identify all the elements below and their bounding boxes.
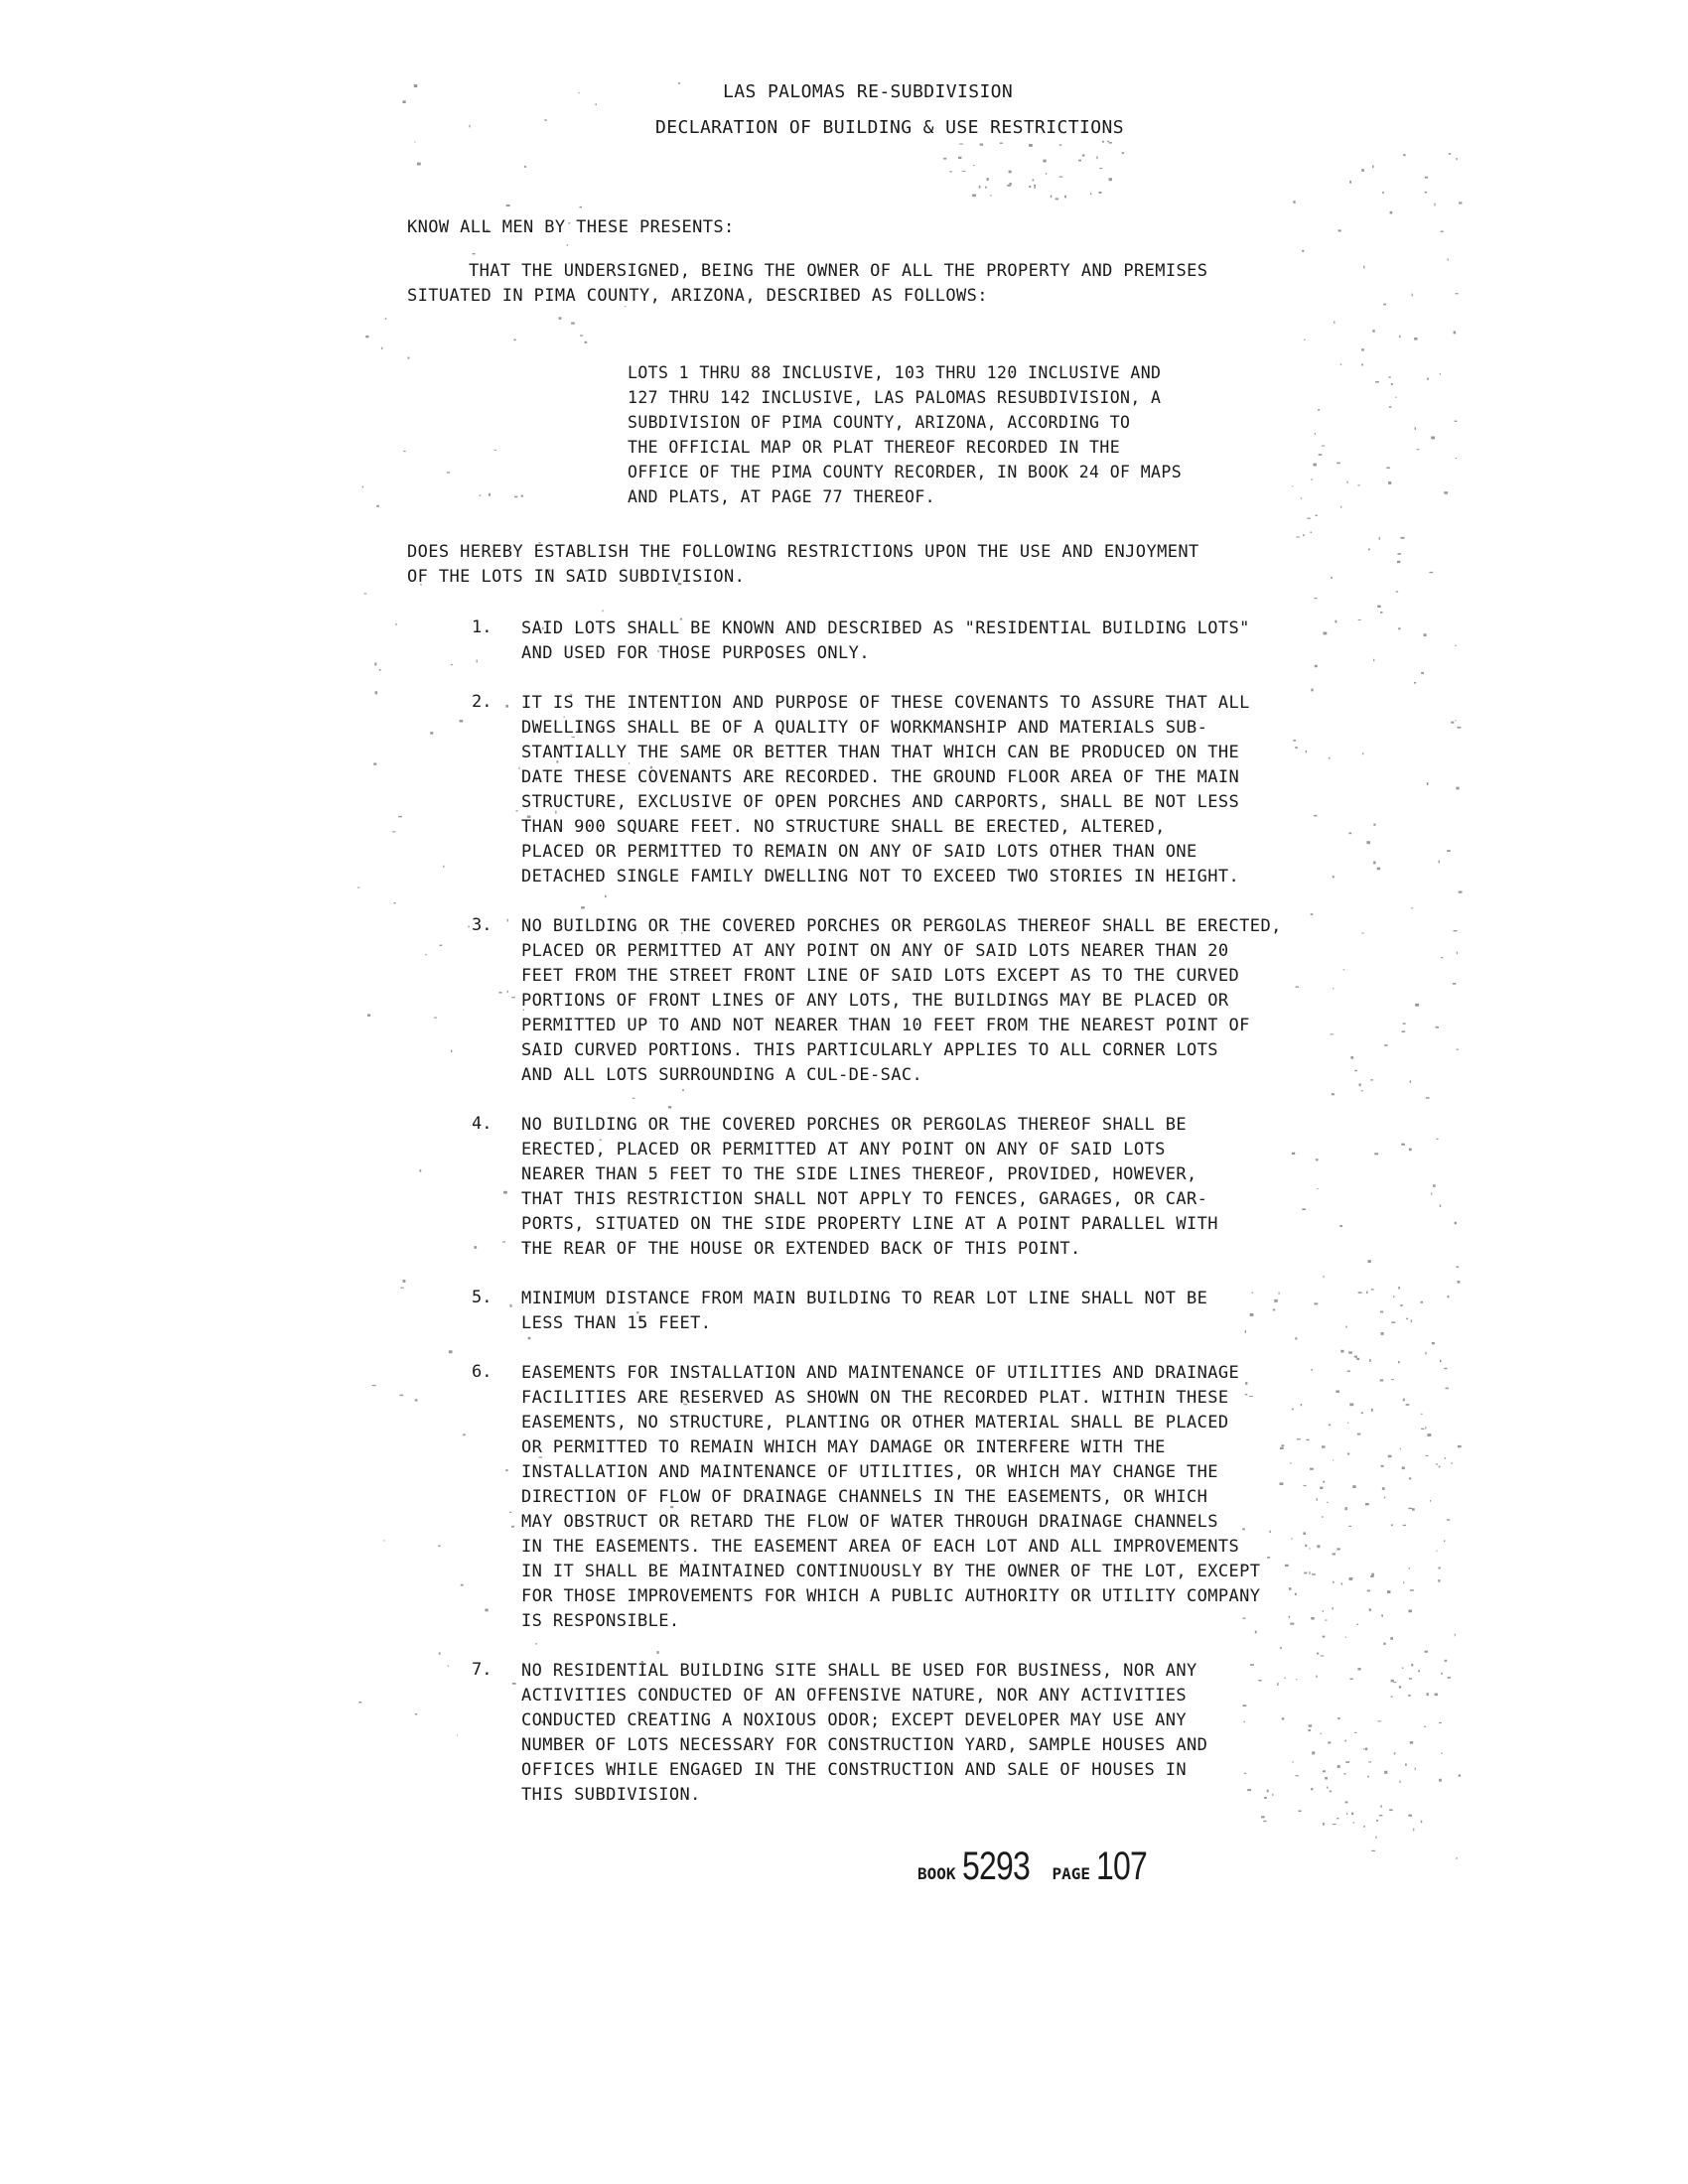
item-line: NO BUILDING OR THE COVERED PORCHES OR PERGOLAS THEREOF SHALL BE xyxy=(521,1115,1187,1135)
item-number: 4. xyxy=(472,1114,492,1134)
lot-description-line: OFFICE OF THE PIMA COUNTY RECORDER, IN BOOK 24 OF MAPS xyxy=(628,463,1183,481)
item-line: FEET FROM THE STREET FRONT LINE OF SAID LOTS EXCEPT AS TO THE CURVED xyxy=(521,966,1240,986)
item-line: SAID CURVED PORTIONS. THIS PARTICULARLY APPLIES TO ALL CORNER LOTS xyxy=(521,1040,1218,1060)
item-line: INSTALLATION AND MAINTENANCE OF UTILITIES, OR WHICH MAY CHANGE THE xyxy=(521,1462,1218,1482)
intro-line: THAT THE UNDERSIGNED, BEING THE OWNER OF ALL THE PROPERTY AND PREMISES xyxy=(469,261,1208,281)
item-line: NO BUILDING OR THE COVERED PORCHES OR PERGOLAS THEREOF SHALL BE ERECTED, xyxy=(521,916,1282,936)
item-line: ACTIVITIES CONDUCTED OF AN OFFENSIVE NATURE, NOR ANY ACTIVITIES xyxy=(521,1686,1187,1706)
item-line: THE REAR OF THE HOUSE OR EXTENDED BACK OF THIS POINT. xyxy=(521,1239,1081,1259)
lot-description-line: SUBDIVISION OF PIMA COUNTY, ARIZONA, ACCORDING TO xyxy=(628,413,1131,432)
item-line: OR PERMITTED TO REMAIN WHICH MAY DAMAGE OR INTERFERE WITH THE xyxy=(521,1437,1166,1457)
item-line: ERECTED, PLACED OR PERMITTED AT ANY POINT ON ANY OF SAID LOTS xyxy=(521,1140,1166,1160)
item-number: 1. xyxy=(472,617,492,637)
item-line: IT IS THE INTENTION AND PURPOSE OF THESE COVENANTS TO ASSURE THAT ALL xyxy=(521,693,1250,713)
item-line: NEARER THAN 5 FEET TO THE SIDE LINES THEREOF, PROVIDED, HOWEVER, xyxy=(521,1164,1197,1184)
item-number: 7. xyxy=(472,1660,492,1680)
item-line: FOR THOSE IMPROVEMENTS FOR WHICH A PUBLIC AUTHORITY OR UTILITY COMPANY xyxy=(521,1586,1261,1606)
establish-line: DOES HEREBY ESTABLISH THE FOLLOWING RESTRICTIONS UPON THE USE AND ENJOYMENT xyxy=(407,542,1199,562)
item-line: THIS SUBDIVISION. xyxy=(521,1785,701,1805)
item-number: 5. xyxy=(472,1288,492,1307)
item-line: STRUCTURE, EXCLUSIVE OF OPEN PORCHES AND CARPORTS, SHALL BE NOT LESS xyxy=(521,792,1240,812)
book-number: 5293 xyxy=(961,1844,1030,1888)
lot-description-line: LOTS 1 THRU 88 INCLUSIVE, 103 THRU 120 INCLUSIVE AND xyxy=(628,363,1162,382)
item-line: FACILITIES ARE RESERVED AS SHOWN ON THE RECORDED PLAT. WITHIN THESE xyxy=(521,1388,1229,1408)
intro-line: SITUATED IN PIMA COUNTY, ARIZONA, DESCRIBED AS FOLLOWS: xyxy=(407,286,988,306)
establish-line: OF THE LOTS IN SAID SUBDIVISION. xyxy=(407,567,746,587)
document-title: LAS PALOMAS RE-SUBDIVISION xyxy=(723,81,1014,102)
item-line: THAN 900 SQUARE FEET. NO STRUCTURE SHALL BE ERECTED, ALTERED, xyxy=(521,817,1166,837)
item-line: CONDUCTED CREATING A NOXIOUS ODOR; EXCEPT DEVELOPER MAY USE ANY xyxy=(521,1710,1187,1730)
item-line: OFFICES WHILE ENGAGED IN THE CONSTRUCTION AND SALE OF HOUSES IN xyxy=(521,1760,1187,1780)
lot-description-line: AND PLATS, AT PAGE 77 THEREOF. xyxy=(628,487,936,506)
page-number: 107 xyxy=(1096,1844,1148,1888)
item-line: THAT THIS RESTRICTION SHALL NOT APPLY TO FENCES, GARAGES, OR CAR- xyxy=(521,1189,1208,1209)
item-line: AND ALL LOTS SURROUNDING A CUL-DE-SAC. xyxy=(521,1065,923,1085)
lot-description-line: THE OFFICIAL MAP OR PLAT THEREOF RECORDED IN THE xyxy=(628,438,1121,457)
item-number: 6. xyxy=(472,1362,492,1382)
item-line: STANTIALLY THE SAME OR BETTER THAN THAT WHICH CAN BE PRODUCED ON THE xyxy=(521,743,1240,762)
document-subtitle: DECLARATION OF BUILDING & USE RESTRICTIONS xyxy=(655,117,1124,138)
book-page-stamp xyxy=(917,1844,1160,1889)
book-label: BOOK xyxy=(917,1864,956,1883)
page-label: PAGE xyxy=(1052,1864,1091,1883)
item-line: PLACED OR PERMITTED TO REMAIN ON ANY OF SAID LOTS OTHER THAN ONE xyxy=(521,842,1197,862)
lot-description-line: 127 THRU 142 INCLUSIVE, LAS PALOMAS RESUBDIVISION, A xyxy=(628,388,1162,407)
item-line: PERMITTED UP TO AND NOT NEARER THAN 10 FEET FROM THE NEAREST POINT OF xyxy=(521,1016,1250,1035)
item-line: EASEMENTS, NO STRUCTURE, PLANTING OR OTHER MATERIAL SHALL BE PLACED xyxy=(521,1413,1229,1433)
item-number: 3. xyxy=(472,915,492,935)
item-line: LESS THAN 15 FEET. xyxy=(521,1313,712,1333)
item-line: DETACHED SINGLE FAMILY DWELLING NOT TO EXCEED TWO STORIES IN HEIGHT. xyxy=(521,867,1240,887)
item-line: IN THE EASEMENTS. THE EASEMENT AREA OF EACH LOT AND ALL IMPROVEMENTS xyxy=(521,1537,1240,1557)
item-line: IS RESPONSIBLE. xyxy=(521,1611,680,1631)
item-line: DIRECTION OF FLOW OF DRAINAGE CHANNELS IN THE EASEMENTS, OR WHICH xyxy=(521,1487,1208,1507)
item-line: NUMBER OF LOTS NECESSARY FOR CONSTRUCTION YARD, SAMPLE HOUSES AND xyxy=(521,1735,1208,1755)
item-line: NO RESIDENTIAL BUILDING SITE SHALL BE USED FOR BUSINESS, NOR ANY xyxy=(521,1661,1197,1681)
item-line: PLACED OR PERMITTED AT ANY POINT ON ANY OF SAID LOTS NEARER THAN 20 xyxy=(521,941,1229,961)
salutation: KNOW ALL MEN BY THESE PRESENTS: xyxy=(407,217,735,237)
item-line: PORTS, SITUATED ON THE SIDE PROPERTY LINE AT A POINT PARALLEL WITH xyxy=(521,1214,1218,1234)
item-line: SAID LOTS SHALL BE KNOWN AND DESCRIBED AS "RESIDENTIAL BUILDING LOTS" xyxy=(521,618,1250,638)
item-line: IN IT SHALL BE MAINTAINED CONTINUOUSLY BY THE OWNER OF THE LOT, EXCEPT xyxy=(521,1562,1261,1581)
item-line: DWELLINGS SHALL BE OF A QUALITY OF WORKMANSHIP AND MATERIALS SUB- xyxy=(521,718,1208,738)
item-line: DATE THESE COVENANTS ARE RECORDED. THE GROUND FLOOR AREA OF THE MAIN xyxy=(521,767,1240,787)
item-line: EASEMENTS FOR INSTALLATION AND MAINTENANCE OF UTILITIES AND DRAINAGE xyxy=(521,1363,1240,1383)
item-line: MAY OBSTRUCT OR RETARD THE FLOW OF WATER THROUGH DRAINAGE CHANNELS xyxy=(521,1512,1218,1532)
item-line: PORTIONS OF FRONT LINES OF ANY LOTS, THE BUILDINGS MAY BE PLACED OR xyxy=(521,991,1229,1011)
item-line: MINIMUM DISTANCE FROM MAIN BUILDING TO REAR LOT LINE SHALL NOT BE xyxy=(521,1289,1208,1308)
item-number: 2. xyxy=(472,692,492,712)
item-line: AND USED FOR THOSE PURPOSES ONLY. xyxy=(521,643,870,663)
